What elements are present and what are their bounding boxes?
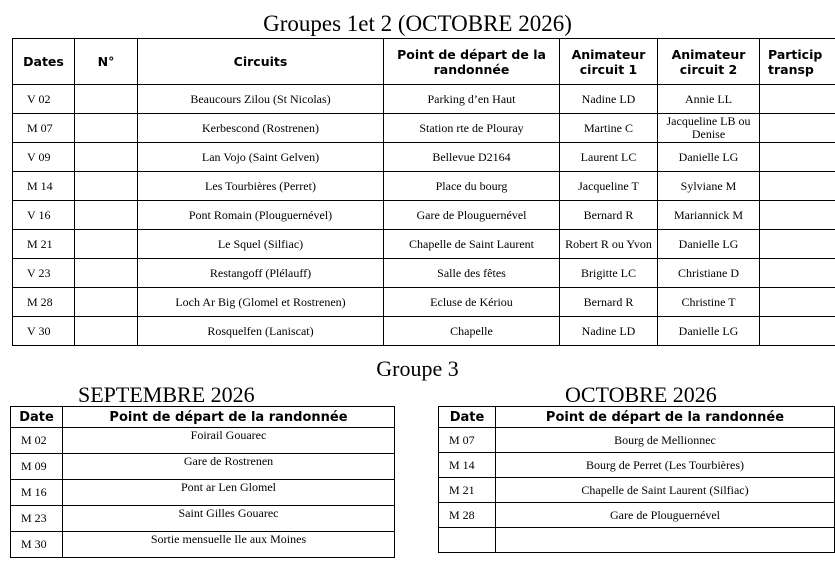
table-cell: Danielle LG bbox=[658, 317, 760, 346]
table-cell: M 14 bbox=[13, 172, 75, 201]
table-row bbox=[439, 453, 835, 478]
table-cell: M 28 bbox=[13, 288, 75, 317]
table-cell bbox=[760, 85, 835, 114]
table-row bbox=[13, 288, 835, 317]
table-cell bbox=[760, 288, 835, 317]
table-cell: Danielle LG bbox=[658, 143, 760, 172]
table-cell: Chapelle de Saint Laurent bbox=[384, 230, 560, 259]
header-depart: Point de départ de la randonnée bbox=[496, 407, 835, 428]
table-cell: Mariannick M bbox=[658, 201, 760, 230]
table-cell bbox=[75, 259, 138, 288]
table-cell: Bourg de Perret (Les Tourbières) bbox=[496, 453, 835, 478]
table-cell: Christiane D bbox=[658, 259, 760, 288]
table-row bbox=[13, 259, 835, 288]
table-cell: V 02 bbox=[13, 85, 75, 114]
table-header-row bbox=[13, 39, 835, 85]
header-animateur-1: Animateur circuit 1 bbox=[560, 39, 658, 85]
table-cell: Foirail Gouarec bbox=[63, 428, 395, 454]
table-cell: Nadine LD bbox=[560, 85, 658, 114]
table-cell: Bourg de Mellionnec bbox=[496, 428, 835, 453]
table-cell bbox=[75, 201, 138, 230]
table-cell: Salle des fêtes bbox=[384, 259, 560, 288]
table-cell bbox=[75, 288, 138, 317]
table-cell: M 07 bbox=[13, 114, 75, 143]
table-cell: M 16 bbox=[11, 480, 63, 506]
table-cell: Christine T bbox=[658, 288, 760, 317]
table-cell: V 23 bbox=[13, 259, 75, 288]
table-row bbox=[11, 532, 395, 558]
table-cell: Chapelle de Saint Laurent (Silfiac) bbox=[496, 478, 835, 503]
table-cell: Brigitte LC bbox=[560, 259, 658, 288]
table-cell: Rosquelfen (Laniscat) bbox=[138, 317, 384, 346]
table-cell: Les Tourbières (Perret) bbox=[138, 172, 384, 201]
header-number: N° bbox=[75, 39, 138, 85]
table-cell: Restangoff (Plélauff) bbox=[138, 259, 384, 288]
header-date: Date bbox=[439, 407, 496, 428]
table-cell bbox=[75, 317, 138, 346]
table-cell: V 09 bbox=[13, 143, 75, 172]
table-cell: Pont ar Len Glomel bbox=[63, 480, 395, 506]
table-cell bbox=[760, 172, 835, 201]
table-cell: Kerbescond (Rostrenen) bbox=[138, 114, 384, 143]
table-cell: M 09 bbox=[11, 454, 63, 480]
table-cell: Gare de Rostrenen bbox=[63, 454, 395, 480]
table-row bbox=[439, 503, 835, 528]
table-row bbox=[439, 428, 835, 453]
table-header-row bbox=[11, 407, 395, 428]
table-cell bbox=[75, 114, 138, 143]
header-circuits: Circuits bbox=[138, 39, 384, 85]
table-cell bbox=[760, 114, 835, 143]
table-cell: M 02 bbox=[11, 428, 63, 454]
header-dates: Dates bbox=[13, 39, 75, 85]
table-cell: Parking d’en Haut bbox=[384, 85, 560, 114]
table-cell: Le Squel (Silfiac) bbox=[138, 230, 384, 259]
table-cell bbox=[75, 85, 138, 114]
table-cell: Lan Vojo (Saint Gelven) bbox=[138, 143, 384, 172]
header-particip: Particip transp bbox=[760, 39, 835, 85]
table-cell bbox=[439, 528, 496, 553]
table-row bbox=[13, 85, 835, 114]
table-cell bbox=[75, 172, 138, 201]
table-cell bbox=[75, 143, 138, 172]
header-depart: Point de départ de la randonnée bbox=[63, 407, 395, 428]
table-row bbox=[13, 317, 835, 346]
table-cell bbox=[75, 230, 138, 259]
table-cell: Place du bourg bbox=[384, 172, 560, 201]
groupes-1-2-table bbox=[12, 38, 835, 346]
table-row bbox=[11, 428, 395, 454]
table-cell: Bernard R bbox=[560, 288, 658, 317]
table-cell: Gare de Plouguernével bbox=[384, 201, 560, 230]
table-cell: M 21 bbox=[439, 478, 496, 503]
table-cell bbox=[760, 143, 835, 172]
table-cell: Danielle LG bbox=[658, 230, 760, 259]
table-cell: Robert R ou Yvon bbox=[560, 230, 658, 259]
table-cell: Loch Ar Big (Glomel et Rostrenen) bbox=[138, 288, 384, 317]
groupe3-title: Groupe 3 bbox=[376, 356, 459, 381]
table-cell: M 30 bbox=[11, 532, 63, 558]
table-cell bbox=[760, 317, 835, 346]
table-cell: Jacqueline T bbox=[560, 172, 658, 201]
table-cell bbox=[760, 230, 835, 259]
table-cell bbox=[760, 201, 835, 230]
table-row bbox=[439, 528, 835, 553]
table-cell: M 14 bbox=[439, 453, 496, 478]
table-cell: M 21 bbox=[13, 230, 75, 259]
table-row bbox=[13, 201, 835, 230]
table-cell: Annie LL bbox=[658, 85, 760, 114]
table-cell: Ecluse de Kériou bbox=[384, 288, 560, 317]
table-cell: Sylviane M bbox=[658, 172, 760, 201]
page-title: Groupes 1et 2 (OCTOBRE 2026) bbox=[263, 11, 572, 36]
table-cell: Station rte de Plouray bbox=[384, 114, 560, 143]
table-cell: M 07 bbox=[439, 428, 496, 453]
table-cell: V 30 bbox=[13, 317, 75, 346]
table-row bbox=[13, 172, 835, 201]
table-cell bbox=[496, 528, 835, 553]
table-row bbox=[11, 454, 395, 480]
table-cell: Nadine LD bbox=[560, 317, 658, 346]
table-cell: Chapelle bbox=[384, 317, 560, 346]
table-row bbox=[13, 143, 835, 172]
table-cell: V 16 bbox=[13, 201, 75, 230]
table-cell: M 23 bbox=[11, 506, 63, 532]
table-cell: Jacqueline LB ou Denise bbox=[658, 114, 760, 143]
table-row bbox=[13, 114, 835, 143]
table-cell: Saint Gilles Gouarec bbox=[63, 506, 395, 532]
table-row bbox=[439, 478, 835, 503]
table-header-row bbox=[439, 407, 835, 428]
table-cell: Laurent LC bbox=[560, 143, 658, 172]
september-table bbox=[10, 406, 395, 558]
table-cell bbox=[760, 259, 835, 288]
table-cell: M 28 bbox=[439, 503, 496, 528]
table-cell: Sortie mensuelle Ile aux Moines bbox=[63, 532, 395, 558]
table-cell: Beaucours Zilou (St Nicolas) bbox=[138, 85, 384, 114]
header-depart: Point de départ de la randonnée bbox=[384, 39, 560, 85]
table-cell: Bernard R bbox=[560, 201, 658, 230]
table-row bbox=[11, 506, 395, 532]
table-cell: Gare de Plouguernével bbox=[496, 503, 835, 528]
table-row bbox=[13, 230, 835, 259]
header-date: Date bbox=[11, 407, 63, 428]
september-title: SEPTEMBRE 2026 bbox=[78, 382, 255, 407]
october-title: OCTOBRE 2026 bbox=[565, 382, 717, 407]
october-table bbox=[438, 406, 835, 553]
table-cell: Bellevue D2164 bbox=[384, 143, 560, 172]
table-cell: Martine C bbox=[560, 114, 658, 143]
table-cell: Pont Romain (Plouguernével) bbox=[138, 201, 384, 230]
table-row bbox=[11, 480, 395, 506]
header-animateur-2: Animateur circuit 2 bbox=[658, 39, 760, 85]
